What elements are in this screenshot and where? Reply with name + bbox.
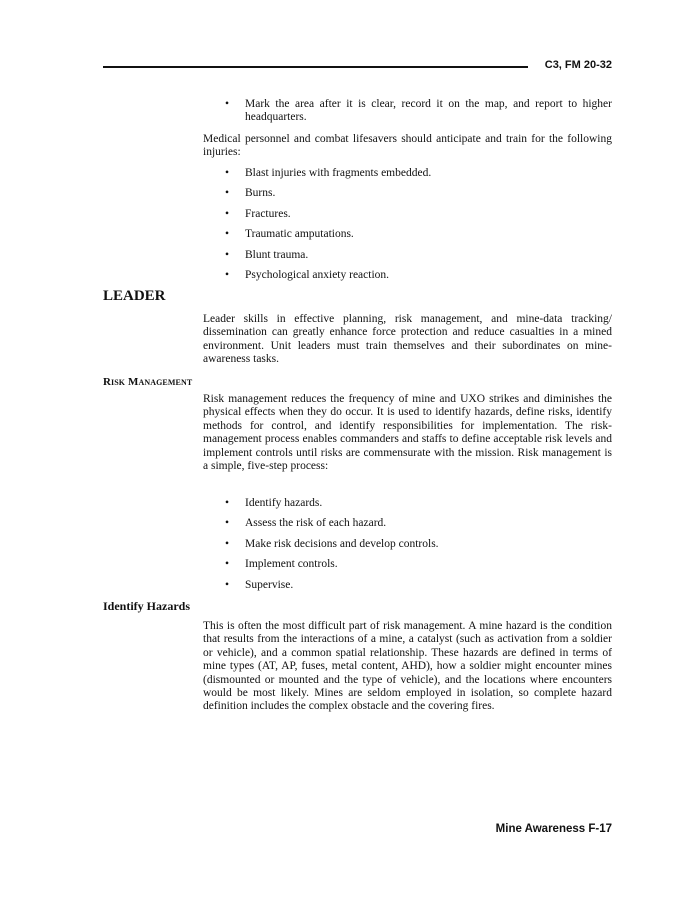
list-item: • Blast injuries with fragments embedded. [203, 167, 612, 180]
risk-steps-list [203, 497, 612, 592]
top-bullet-list [203, 98, 612, 125]
list-item: • Supervise. [203, 579, 612, 592]
identify-hazards-heading: Identify Hazards [103, 599, 190, 613]
risk-management-paragraph: Risk management reduces the frequency of mine and UXO strikes and diminishes the physical effects when they do occur. It is used to identify hazards, define risks, identify methods for control, and identify responsibilities for implementation. The risk-management process enables commanders and staffs to define acceptable risk levels and implement controls until risks are commensurate with the mission. Risk management is a simple, five-step process: [203, 393, 612, 473]
list-item: • Psychological anxiety reaction. [203, 269, 612, 282]
list-item: • Traumatic amputations. [203, 228, 612, 241]
injuries-list [203, 167, 612, 282]
list-item: • Fractures. [203, 208, 612, 221]
medical-intro-paragraph: Medical personnel and combat lifesavers should anticipate and train for the following injuries: [203, 133, 612, 159]
list-item: • Mark the area after it is clear, record it on the map, and report to higher headquarters. [203, 98, 612, 125]
leader-heading: LEADER [103, 288, 166, 304]
footer-page-label: Mine Awareness F-17 [495, 823, 612, 835]
list-item: • Burns. [203, 187, 612, 200]
list-item: • Blunt trauma. [203, 249, 612, 262]
list-item: • Implement controls. [203, 558, 612, 571]
risk-management-heading: Risk Management [103, 376, 193, 388]
list-item: • Assess the risk of each hazard. [203, 517, 612, 530]
header-rule [103, 66, 528, 68]
identify-hazards-paragraph: This is often the most difficult part of risk management. A mine hazard is the condition that results from the interactions of a mine, a catalyst (such as activation from a soldier or vehicle), and a common spatial relationship. These hazards are defined in terms of mine types (AT, AP, fuses, metal content, AHD), how a soldier might encounter mines (dismounted or mounted and the type of vehicle), and the locations where encounters would be most likely. Mines are seldom employed in isolation, so complete hazard definition includes the complex obstacle and the covering fires. [203, 620, 612, 713]
list-item: • Make risk decisions and develop controls. [203, 538, 612, 551]
list-item: • Identify hazards. [203, 497, 612, 510]
header-doc-id: C3, FM 20-32 [544, 59, 612, 71]
leader-paragraph: Leader skills in effective planning, risk management, and mine-data tracking/ dissemination can greatly enhance force protection and reduce casualties in a mined environment. Unit leaders must train themselves and their subordinates on mine-awareness tasks. [203, 313, 612, 366]
